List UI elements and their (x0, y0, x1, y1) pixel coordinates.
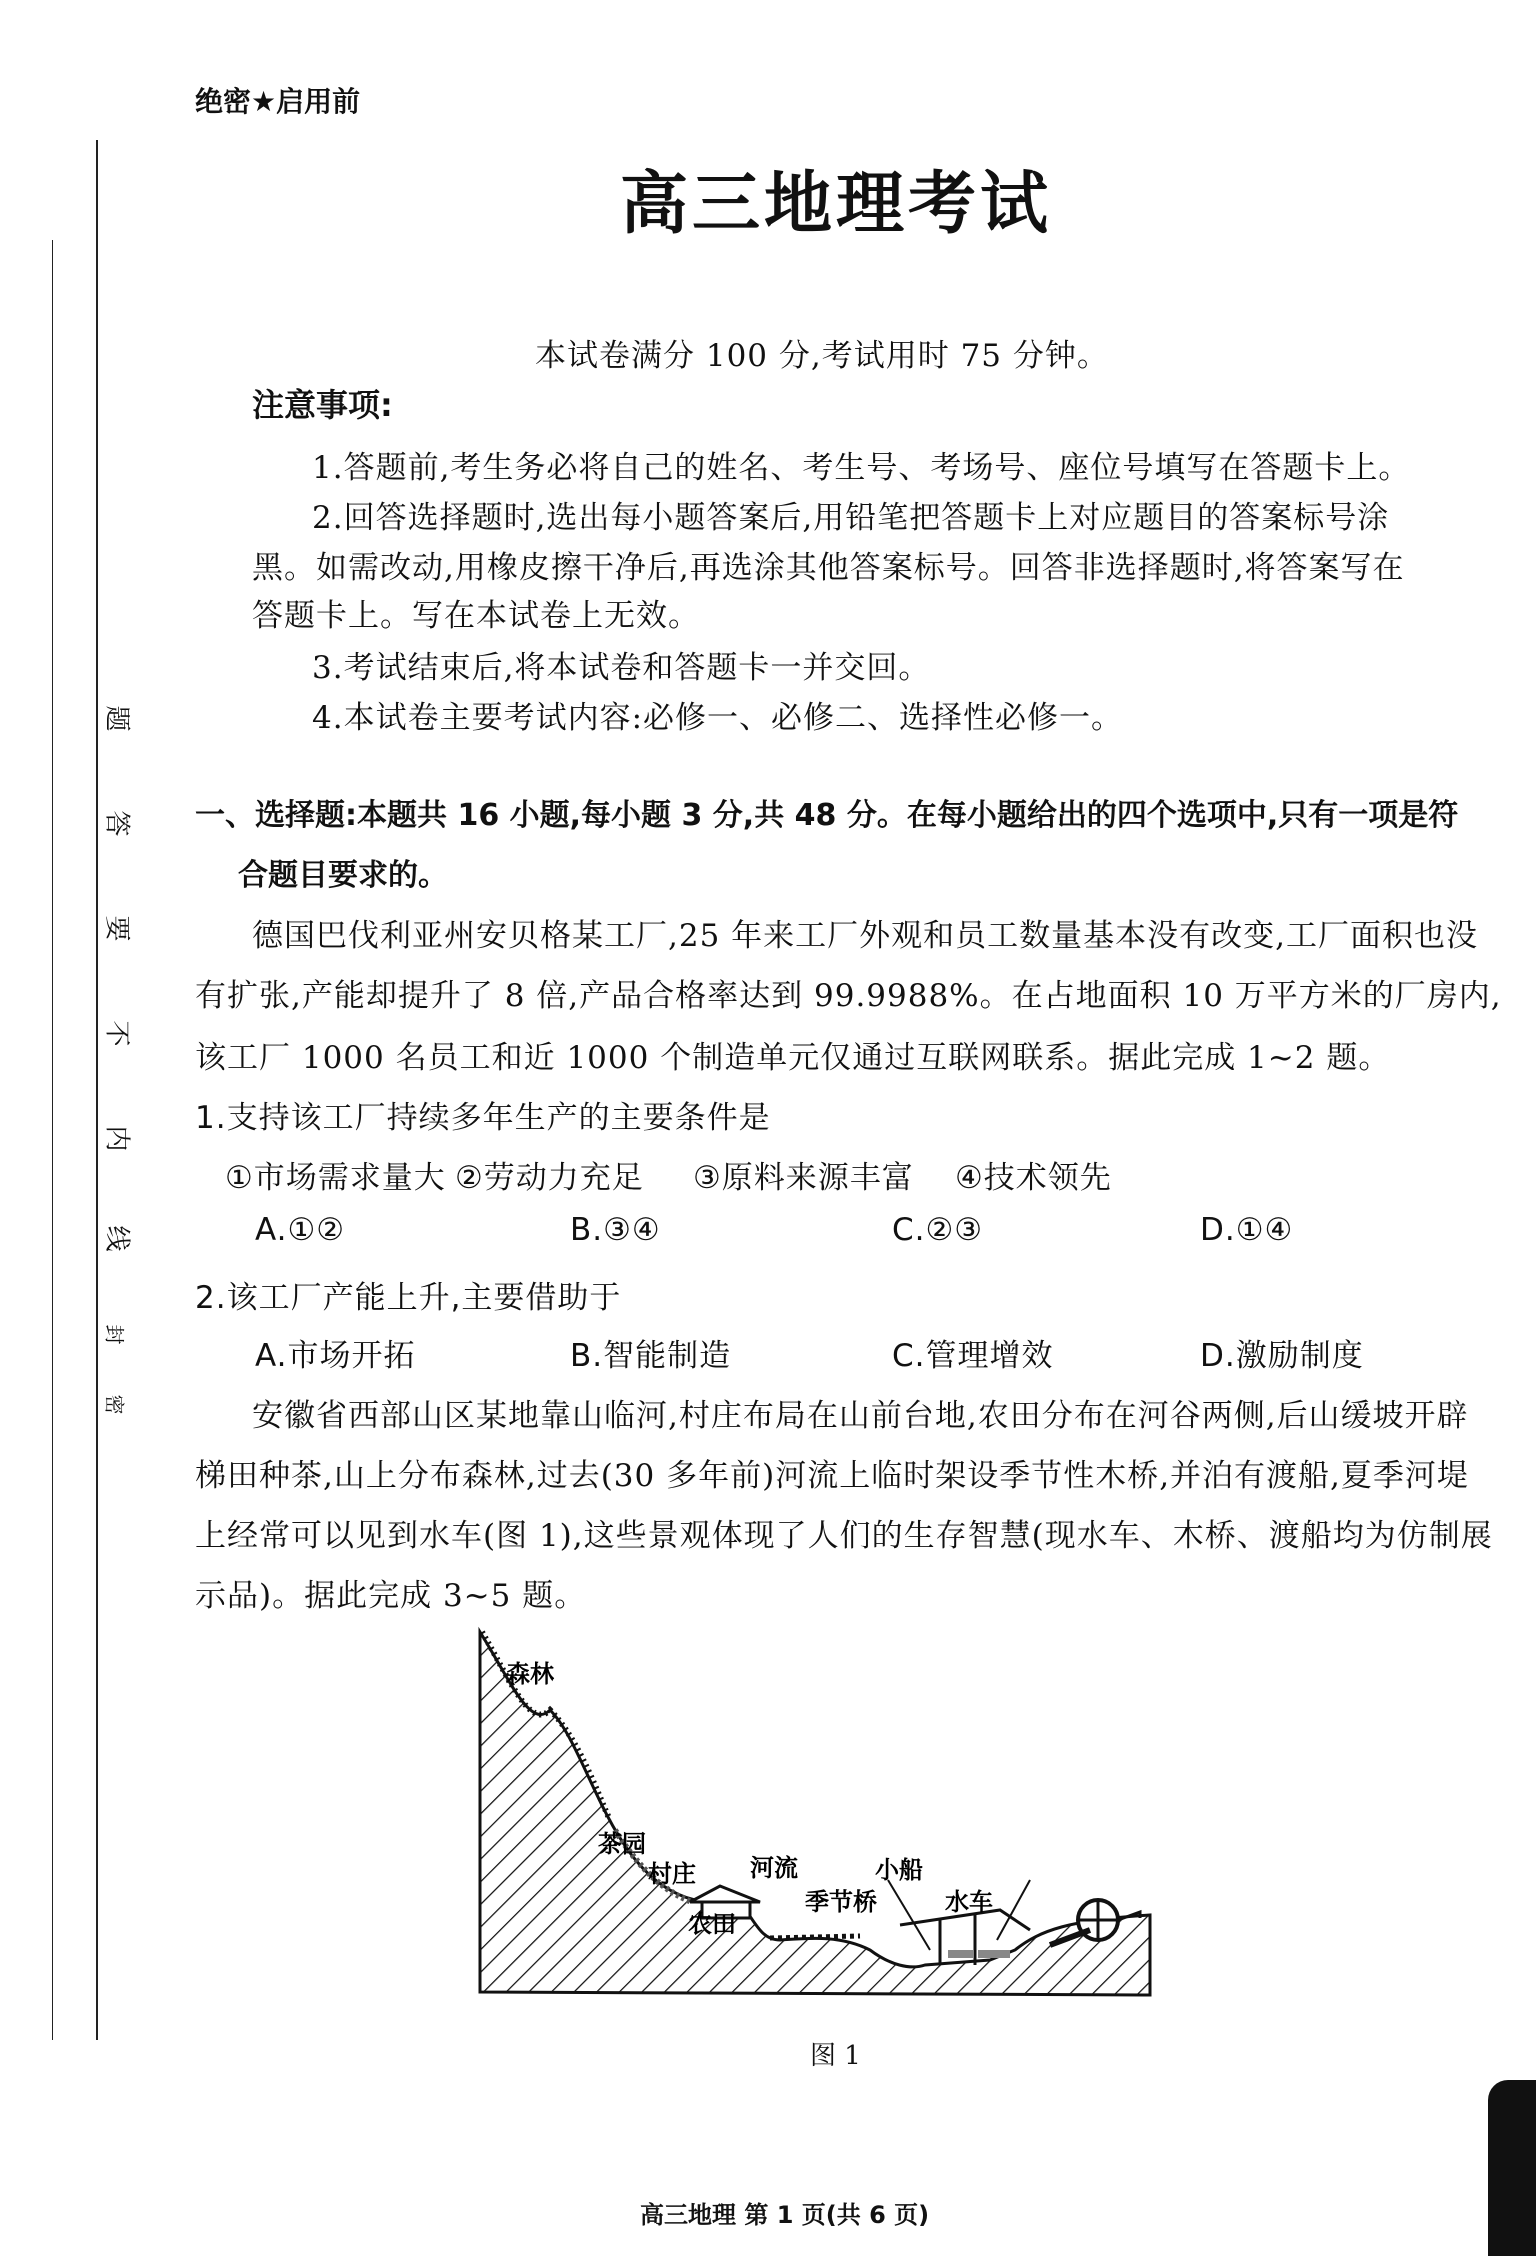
label-boat: 小船 (875, 1856, 923, 1884)
label-forest: 森林 (506, 1660, 554, 1688)
q1-factor: ②劳动力充足 (455, 1160, 644, 1196)
passage-line: 上经常可以见到水车(图 1),这些景观体现了人们的生存智慧(现水车、木桥、渡船均为仿制展 (195, 1518, 1493, 1554)
page-title: 高三地理考试 (620, 165, 1053, 244)
q2-option-c[interactable]: C.管理增效 (892, 1338, 1054, 1374)
label-bridge: 季节桥 (805, 1888, 877, 1916)
margin-char: 线 (101, 1225, 132, 1252)
passage-line: 安徽省西部山区某地靠山临河,村庄布局在山前台地,农田分布在河谷两侧,后山缓坡开辟 (252, 1398, 1469, 1434)
q1-option-c[interactable]: C.②③ (892, 1212, 984, 1248)
margin-char: 要 (101, 915, 132, 942)
river-pointer (888, 1880, 930, 1950)
binding-line (96, 140, 98, 2040)
q2-option-b[interactable]: B.智能制造 (570, 1338, 732, 1374)
q1-factor: ③原料来源丰富 (693, 1160, 914, 1196)
margin-char: 封 (102, 1324, 127, 1345)
figure-1-landscape-profile (470, 1620, 1210, 2020)
notes-heading: 注意事项: (252, 386, 393, 424)
passage-line: 有扩张,产能却提升了 8 倍,产品合格率达到 99.9988%。在占地面积 10 万平方米的厂房内, (195, 978, 1502, 1014)
label-village: 村庄 (648, 1860, 696, 1888)
passage-line: 该工厂 1000 名员工和近 1000 个制造单元仅通过互联网联系。据此完成 1~2 题。 (195, 1040, 1391, 1076)
note-line: 黑。如需改动,用橡皮擦干净后,再选涂其他答案标号。回答非选择题时,将答案写在 (252, 550, 1405, 586)
binding-line (52, 240, 53, 2040)
page-footer: 高三地理 第 1 页(共 6 页) (640, 2201, 930, 2229)
scan-edge-shadow (1488, 2080, 1536, 2256)
margin-char: 答 (101, 810, 132, 837)
question-stem: 2.该工厂产能上升,主要借助于 (195, 1280, 622, 1316)
label-river: 河流 (750, 1854, 798, 1882)
passage-line: 德国巴伐利亚州安贝格某工厂,25 年来工厂外观和员工数量基本没有改变,工厂面积也没 (252, 918, 1479, 954)
note-line: 答题卡上。写在本试卷上无效。 (252, 598, 700, 634)
margin-char: 题 (101, 705, 132, 732)
note-line: 3.考试结束后,将本试卷和答题卡一并交回。 (312, 650, 931, 686)
note-line: 1.答题前,考生务必将自己的姓名、考生号、考场号、座位号填写在答题卡上。 (312, 450, 1411, 486)
intro-text: 本试卷满分 100 分,考试用时 75 分钟。 (535, 338, 1109, 374)
q1-option-a[interactable]: A.①② (255, 1212, 346, 1248)
passage-line: 示品)。据此完成 3~5 题。 (195, 1578, 587, 1614)
question-stem: 1.支持该工厂持续多年生产的主要条件是 (195, 1100, 771, 1136)
q2-option-a[interactable]: A.市场开拓 (255, 1338, 416, 1374)
section-heading: 一、选择题:本题共 16 小题,每小题 3 分,共 48 分。在每小题给出的四个选项中,只有一项是符 (195, 798, 1459, 833)
q1-factor: ④技术领先 (955, 1160, 1112, 1196)
q1-option-d[interactable]: D.①④ (1200, 1212, 1294, 1248)
label-farmland: 农田 (688, 1910, 736, 1938)
margin-char: 不 (101, 1020, 132, 1047)
label-waterwheel: 水车 (945, 1888, 993, 1916)
section-heading: 合题目要求的。 (238, 858, 448, 893)
q1-option-b[interactable]: B.③④ (570, 1212, 661, 1248)
q1-factor: ①市场需求量大 (225, 1160, 446, 1196)
margin-char: 密 (102, 1394, 127, 1415)
terrain-hatched (480, 1632, 1150, 1995)
q2-option-d[interactable]: D.激励制度 (1200, 1338, 1364, 1374)
note-line: 4.本试卷主要考试内容:必修一、必修二、选择性必修一。 (312, 700, 1124, 736)
note-line: 2.回答选择题时,选出每小题答案后,用铅笔把答题卡上对应题目的答案标号涂 (312, 500, 1390, 536)
secret-label: 绝密★启用前 (195, 85, 361, 118)
figure-caption: 图 1 (810, 2041, 861, 2071)
label-tea: 茶园 (598, 1830, 646, 1858)
margin-char: 内 (101, 1125, 132, 1152)
passage-line: 梯田种茶,山上分布森林,过去(30 多年前)河流上临时架设季节性木桥,并泊有渡船,夏季河堤 (195, 1458, 1469, 1494)
